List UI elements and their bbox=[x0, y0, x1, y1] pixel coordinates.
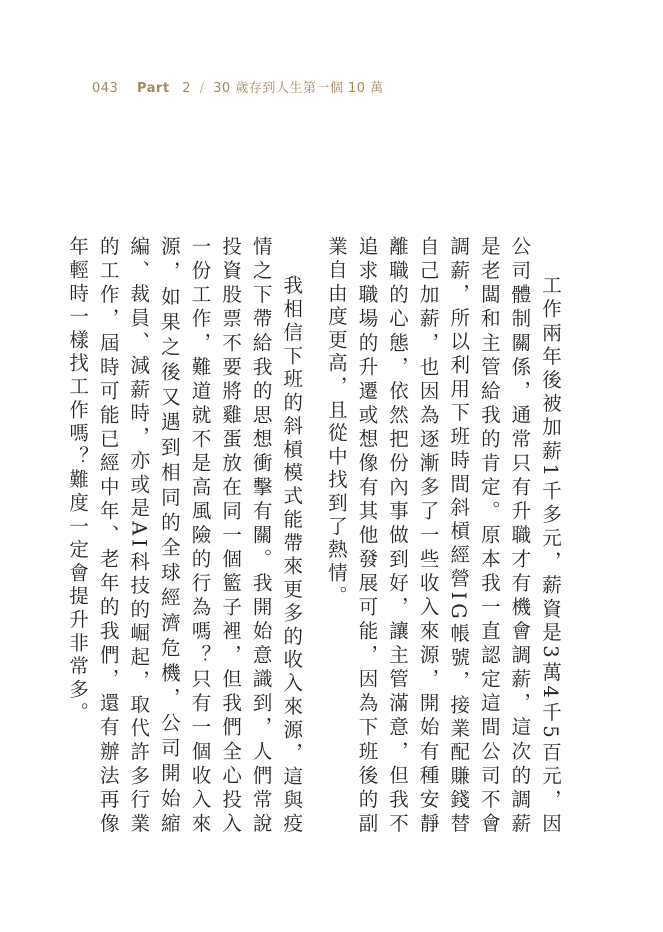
vertical-body-text bbox=[66, 236, 565, 836]
paragraph-1: 工作兩年後被加薪1千多元，薪資是3萬4千5百元，因公司體制關係，通常只有升職才有機會調薪，這次的調薪是老闆和主管給我的肯定。原本我一直認定這間公司不會調薪，所以利用下班時間斜槓經營IG帳號，接業配賺錢替自己加薪，也因為逐漸多了一些收入來源，開始有種安靜離職的心態，依然把份內事做到好，讓主管滿意，但我不追求職場的升遷或想像有其他發展可能，因為下班後的副業自由度更高，且從中找到了熱情。 bbox=[324, 236, 562, 836]
chapter-title: 30 歲存到人生第一個 10 萬 bbox=[213, 81, 384, 96]
paragraph-2: 我相信下班的斜槓模式能帶來更多的收入來源，這與疫情之下帶給我的思想衝擊有關。我開始意識到，人們常說投資股票不要將雞蛋放在同一個籃子裡，但我們全心投入一份工作，難道就不是高風險的行為嗎？只有一個收入來源，如果之後又遇到相同的全球經濟危機，公司開始縮編、裁員、減薪時，亦或是AI科技的崛起，取代許多行業的工作，屆時可能已經中年、老年的我們，還有辦法再像年輕時一樣找工作嗎？難度一定會提升非常多。 bbox=[66, 236, 304, 836]
page-number: 043 bbox=[92, 81, 119, 96]
part-number: 2 bbox=[182, 81, 191, 96]
header-separator: / bbox=[199, 81, 205, 96]
running-header bbox=[92, 77, 384, 96]
part-label: Part bbox=[136, 81, 170, 96]
